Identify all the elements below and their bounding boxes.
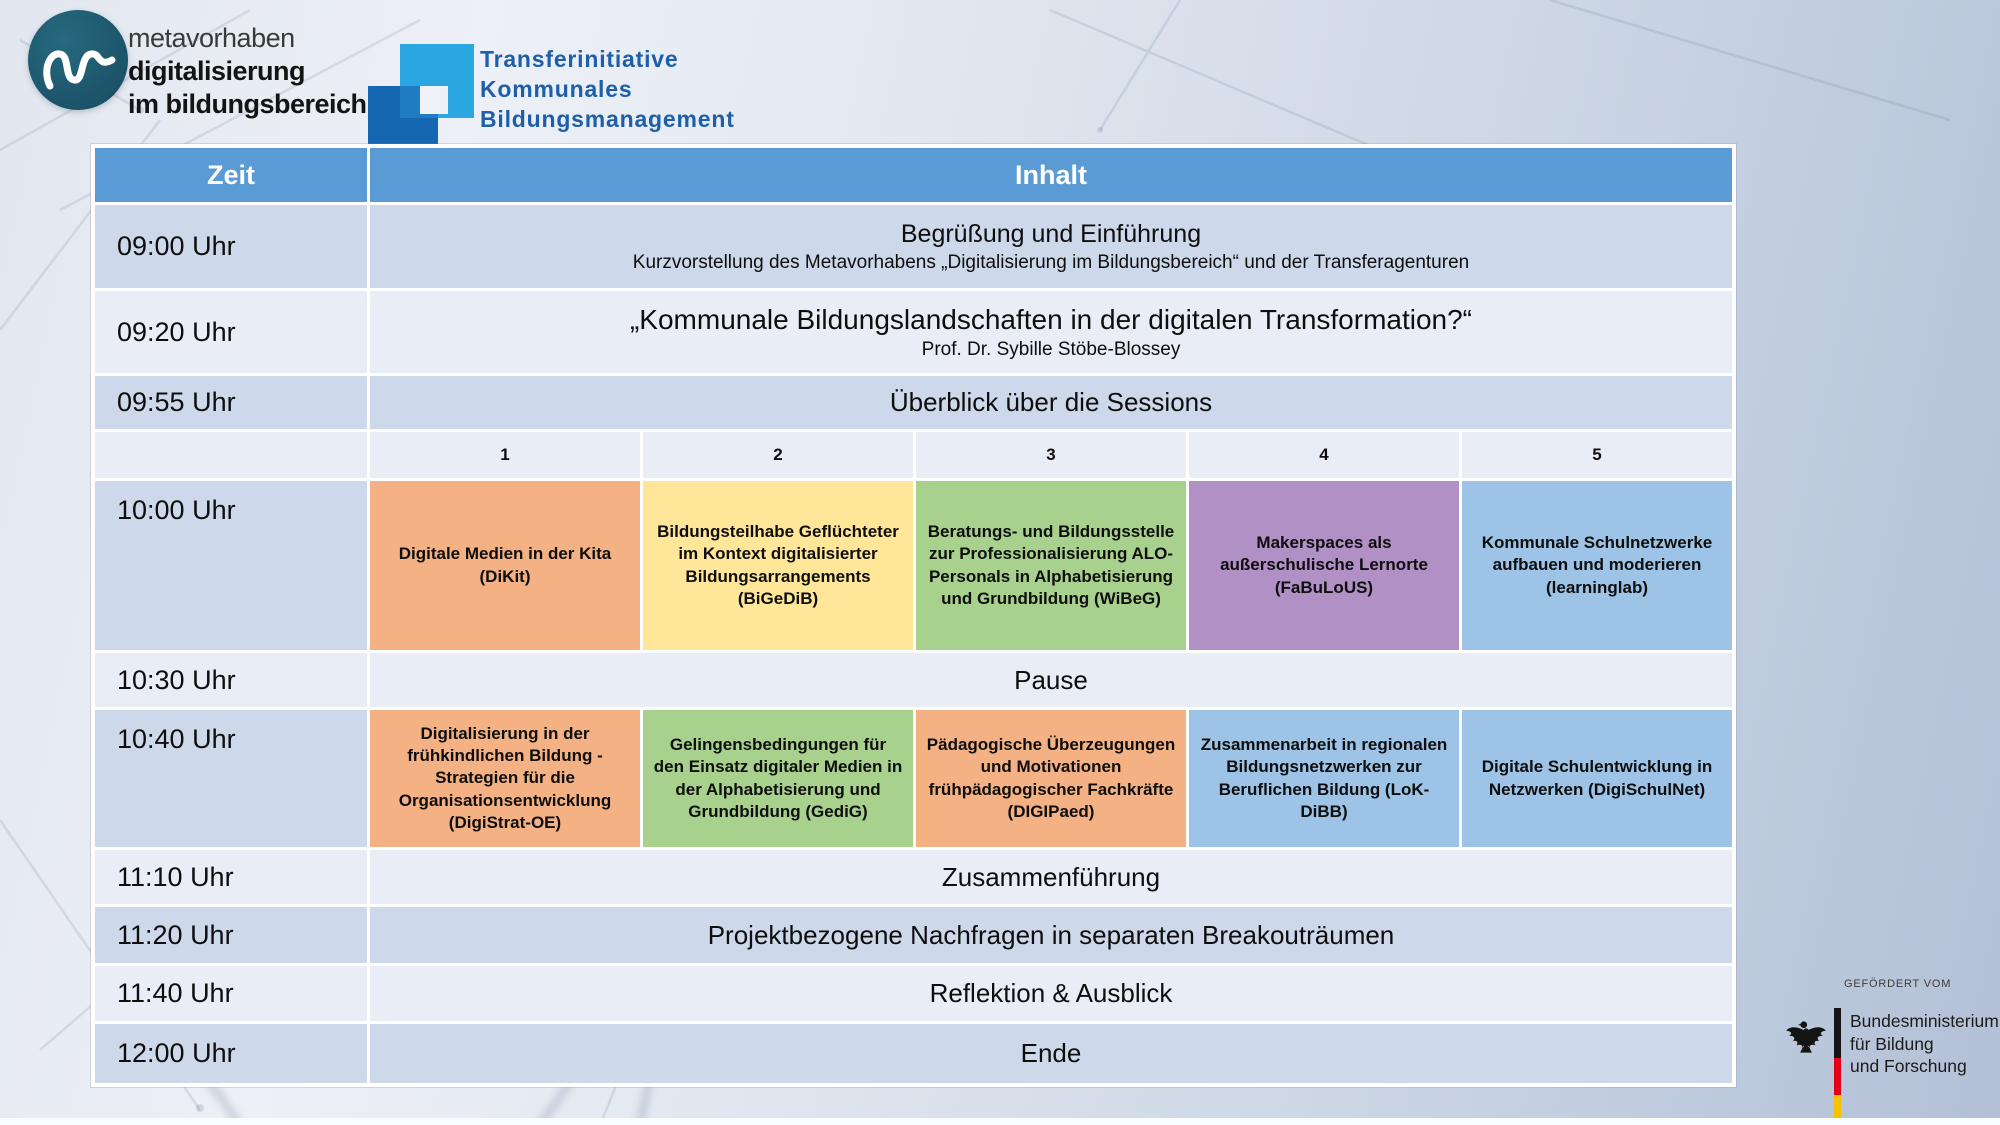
m-squiggle-icon xyxy=(28,10,128,110)
funding-label: GEFÖRDERT VOM xyxy=(1844,978,1952,990)
header-zeit: Zeit xyxy=(95,148,367,202)
session-cell-dikit: Digitale Medien in der Kita (DiKit) xyxy=(370,481,640,650)
table-row-1120 xyxy=(95,907,1732,963)
time-cell: 11:10 Uhr xyxy=(95,850,367,904)
content-cell xyxy=(370,850,1732,904)
slide-header xyxy=(0,0,900,140)
row-title: Reflektion & Ausblick xyxy=(929,978,1173,1008)
metavorhaben-line3: im bildungsbereich xyxy=(128,89,367,119)
table-row-1040 xyxy=(95,710,1732,847)
content-cell xyxy=(370,653,1732,707)
row-title: „Kommunale Bildungslandschaften in der digitalen Transformation?“ xyxy=(629,303,1473,335)
row-title: Begrüßung und Einführung xyxy=(900,219,1202,248)
row-subtitle: Kurzvorstellung des Metavorhabens „Digitalisierung im Bildungsbereich“ und der Transferagenturen xyxy=(632,251,1470,273)
table-row-0955 xyxy=(95,376,1732,429)
federal-eagle-icon xyxy=(1784,1012,1828,1058)
agenda-table xyxy=(91,144,1736,1087)
tkbm-square-white xyxy=(420,86,448,114)
transferinitiative-logo-icon xyxy=(368,38,488,138)
bmbf-funding-logo xyxy=(1782,972,1997,1125)
session-cell-lokdibb: Zusammenarbeit in regionalen Bildungsnetzwerken zur Beruflichen Bildung (LoK-DiBB) xyxy=(1189,710,1459,847)
session-cell-digipaed: Pädagogische Überzeugungen und Motivationen frühpädagogischer Fachkräfte (DIGIPaed) xyxy=(916,710,1186,847)
row-subtitle: Prof. Dr. Sybille Stöbe-Blossey xyxy=(921,338,1181,360)
metavorhaben-wordmark xyxy=(128,22,367,121)
tkbm-line3: Bildungsmanagement xyxy=(480,106,735,132)
time-cell: 10:00 Uhr xyxy=(95,481,367,650)
session-number-row xyxy=(95,432,1732,478)
header-inhalt: Inhalt xyxy=(370,148,1732,202)
session-number-3: 3 xyxy=(916,432,1186,478)
content-cell xyxy=(370,291,1732,373)
table-row-0900 xyxy=(95,205,1732,288)
content-cell xyxy=(370,966,1732,1021)
session-cell-gedig: Gelingensbedingungen für den Einsatz digitaler Medien in der Alphabetisierung und Grundbildung (GediG) xyxy=(643,710,913,847)
time-cell: 09:00 Uhr xyxy=(95,205,367,288)
content-cell xyxy=(370,1024,1732,1083)
table-header-row xyxy=(95,148,1732,202)
german-flag-bar xyxy=(1834,1008,1841,1125)
row-title: Ende xyxy=(1020,1038,1082,1068)
ministry-name xyxy=(1850,1010,1999,1078)
tkbm-line2: Kommunales xyxy=(480,76,633,102)
session-cell-digischulnet: Digitale Schulentwicklung in Netzwerken (DigiSchulNet) xyxy=(1462,710,1732,847)
time-cell: 12:00 Uhr xyxy=(95,1024,367,1083)
row-title: Zusammenführung xyxy=(941,861,1161,892)
content-cell xyxy=(370,376,1732,429)
session-cell-learninglab: Kommunale Schulnetzwerke aufbauen und moderieren (learninglab) xyxy=(1462,481,1732,650)
tkbm-line1: Transferinitiative xyxy=(480,46,679,72)
session-number-4: 4 xyxy=(1189,432,1459,478)
metavorhaben-logo-icon xyxy=(28,10,128,110)
session-cell-fabulous: Makerspaces als außerschulische Lernorte (FaBuLoUS) xyxy=(1189,481,1459,650)
table-row-1140 xyxy=(95,966,1732,1021)
session-number-5: 5 xyxy=(1462,432,1732,478)
table-row-1200 xyxy=(95,1024,1732,1083)
ministry-line1: Bundesministerium xyxy=(1850,1011,1999,1031)
ministry-line2: für Bildung xyxy=(1850,1033,1934,1054)
ministry-line3: und Forschung xyxy=(1850,1056,1967,1076)
table-row-1110 xyxy=(95,850,1732,904)
row-title: Überblick über die Sessions xyxy=(889,387,1213,417)
session-number-1: 1 xyxy=(370,432,640,478)
table-row-0920 xyxy=(95,291,1732,373)
time-cell: 09:20 Uhr xyxy=(95,291,367,373)
metavorhaben-line1: metavorhaben xyxy=(128,23,295,53)
content-cell xyxy=(370,907,1732,963)
time-cell: 11:40 Uhr xyxy=(95,966,367,1021)
time-cell: 10:30 Uhr xyxy=(95,653,367,707)
time-cell: 11:20 Uhr xyxy=(95,907,367,963)
table-row-1030 xyxy=(95,653,1732,707)
session-cell-bigedib: Bildungsteilhabe Geflüchteter im Kontext digitalisierter Bildungsarrangements (BiGeDiB) xyxy=(643,481,913,650)
session-cell-digistrat: Digitalisierung in der frühkindlichen Bildung - Strategien für die Organisationsentwicklung (DigiStrat-OE) xyxy=(370,710,640,847)
table-row-1000 xyxy=(95,481,1732,650)
flag-black xyxy=(1834,1008,1841,1058)
row-title: Pause xyxy=(1014,664,1088,695)
time-cell: 09:55 Uhr xyxy=(95,376,367,429)
time-cell: 10:40 Uhr xyxy=(95,710,367,847)
bottom-white-strip xyxy=(0,1118,2000,1125)
flag-red xyxy=(1834,1058,1841,1095)
session-cell-wibeg: Beratungs- und Bildungsstelle zur Professionalisierung ALO-Personals in Alphabetisierung und Grundbildung (WiBeG) xyxy=(916,481,1186,650)
content-cell xyxy=(370,205,1732,288)
transferinitiative-wordmark xyxy=(480,44,735,134)
time-cell-empty xyxy=(95,432,367,478)
session-number-2: 2 xyxy=(643,432,913,478)
metavorhaben-line2: digitalisierung xyxy=(128,56,306,86)
row-title: Projektbezogene Nachfragen in separaten Breakouträumen xyxy=(707,919,1395,950)
